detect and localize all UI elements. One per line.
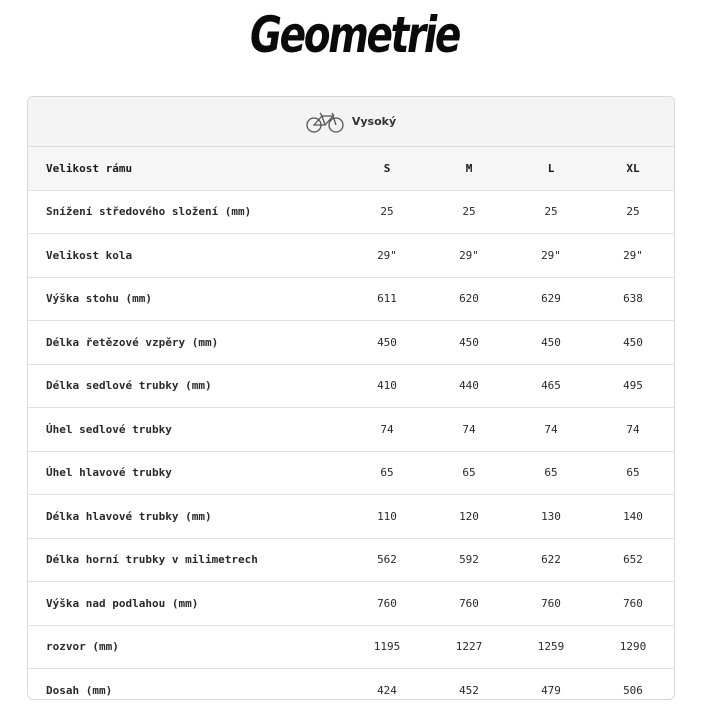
table-row: [28, 408, 674, 452]
column-header-frame-size: Velikost rámu: [28, 147, 346, 190]
table-cell: 29": [428, 234, 510, 278]
table-cell: 1227: [428, 625, 510, 669]
table-cell: 506: [592, 669, 674, 701]
page-title: Geometrie: [250, 6, 459, 64]
column-header-size: XL: [592, 147, 674, 190]
table-cell: 611: [346, 277, 428, 321]
table-row: [28, 364, 674, 408]
table-header-row: [28, 147, 674, 190]
table-cell: 65: [346, 451, 428, 495]
table-cell: 74: [428, 408, 510, 452]
table-cell: 450: [510, 321, 592, 365]
variant-label: Vysoký: [351, 115, 397, 128]
column-header-size: S: [346, 147, 428, 190]
table-cell: 74: [346, 408, 428, 452]
table-cell: 1259: [510, 625, 592, 669]
table-cell: 622: [510, 538, 592, 582]
table-cell: 74: [592, 408, 674, 452]
geometry-table: [28, 147, 674, 700]
table-cell: 450: [428, 321, 510, 365]
table-cell: 629: [510, 277, 592, 321]
table-cell: 592: [428, 538, 510, 582]
table-cell: 450: [592, 321, 674, 365]
table-row: [28, 538, 674, 582]
row-label: Délka horní trubky v milimetrech: [28, 538, 346, 582]
table-row: [28, 582, 674, 626]
table-cell: 760: [510, 582, 592, 626]
table-cell: 29": [592, 234, 674, 278]
table-cell: 65: [510, 451, 592, 495]
table-cell: 25: [346, 190, 428, 234]
row-label: Délka hlavové trubky (mm): [28, 495, 346, 539]
row-label: Výška nad podlahou (mm): [28, 582, 346, 626]
table-cell: 760: [592, 582, 674, 626]
column-header-size: L: [510, 147, 592, 190]
table-cell: 638: [592, 277, 674, 321]
row-label: Velikost kola: [28, 234, 346, 278]
table-cell: 562: [346, 538, 428, 582]
table-cell: 495: [592, 364, 674, 408]
table-row: [28, 495, 674, 539]
row-label: Délka řetězové vzpěry (mm): [28, 321, 346, 365]
column-header-size: M: [428, 147, 510, 190]
table-cell: 440: [428, 364, 510, 408]
table-cell: 1290: [592, 625, 674, 669]
table-cell: 760: [428, 582, 510, 626]
table-row: [28, 321, 674, 365]
table-row: [28, 190, 674, 234]
table-cell: 410: [346, 364, 428, 408]
table-row: [28, 277, 674, 321]
table-row: [28, 625, 674, 669]
table-cell: 25: [428, 190, 510, 234]
table-cell: 620: [428, 277, 510, 321]
bike-icon: [306, 111, 344, 133]
row-label: Úhel hlavové trubky: [28, 451, 346, 495]
row-label: Snížení středového složení (mm): [28, 190, 346, 234]
geometry-table-card: [27, 96, 675, 700]
table-row: [28, 451, 674, 495]
table-cell: 25: [510, 190, 592, 234]
row-label: Úhel sedlové trubky: [28, 408, 346, 452]
table-cell: 652: [592, 538, 674, 582]
row-label: rozvor (mm): [28, 625, 346, 669]
table-cell: 29": [346, 234, 428, 278]
table-cell: 110: [346, 495, 428, 539]
table-cell: 450: [346, 321, 428, 365]
table-cell: 25: [592, 190, 674, 234]
table-cell: 479: [510, 669, 592, 701]
table-cell: 130: [510, 495, 592, 539]
table-cell: 65: [592, 451, 674, 495]
table-cell: 120: [428, 495, 510, 539]
table-cell: 74: [510, 408, 592, 452]
table-row: [28, 234, 674, 278]
table-cell: 452: [428, 669, 510, 701]
table-cell: 424: [346, 669, 428, 701]
table-cell: 140: [592, 495, 674, 539]
table-cell: 65: [428, 451, 510, 495]
table-cell: 760: [346, 582, 428, 626]
row-label: Výška stohu (mm): [28, 277, 346, 321]
table-cell: 465: [510, 364, 592, 408]
row-label: Délka sedlové trubky (mm): [28, 364, 346, 408]
table-cell: 29": [510, 234, 592, 278]
variant-header: [28, 97, 674, 147]
table-row: [28, 669, 674, 701]
table-cell: 1195: [346, 625, 428, 669]
row-label: Dosah (mm): [28, 669, 346, 701]
